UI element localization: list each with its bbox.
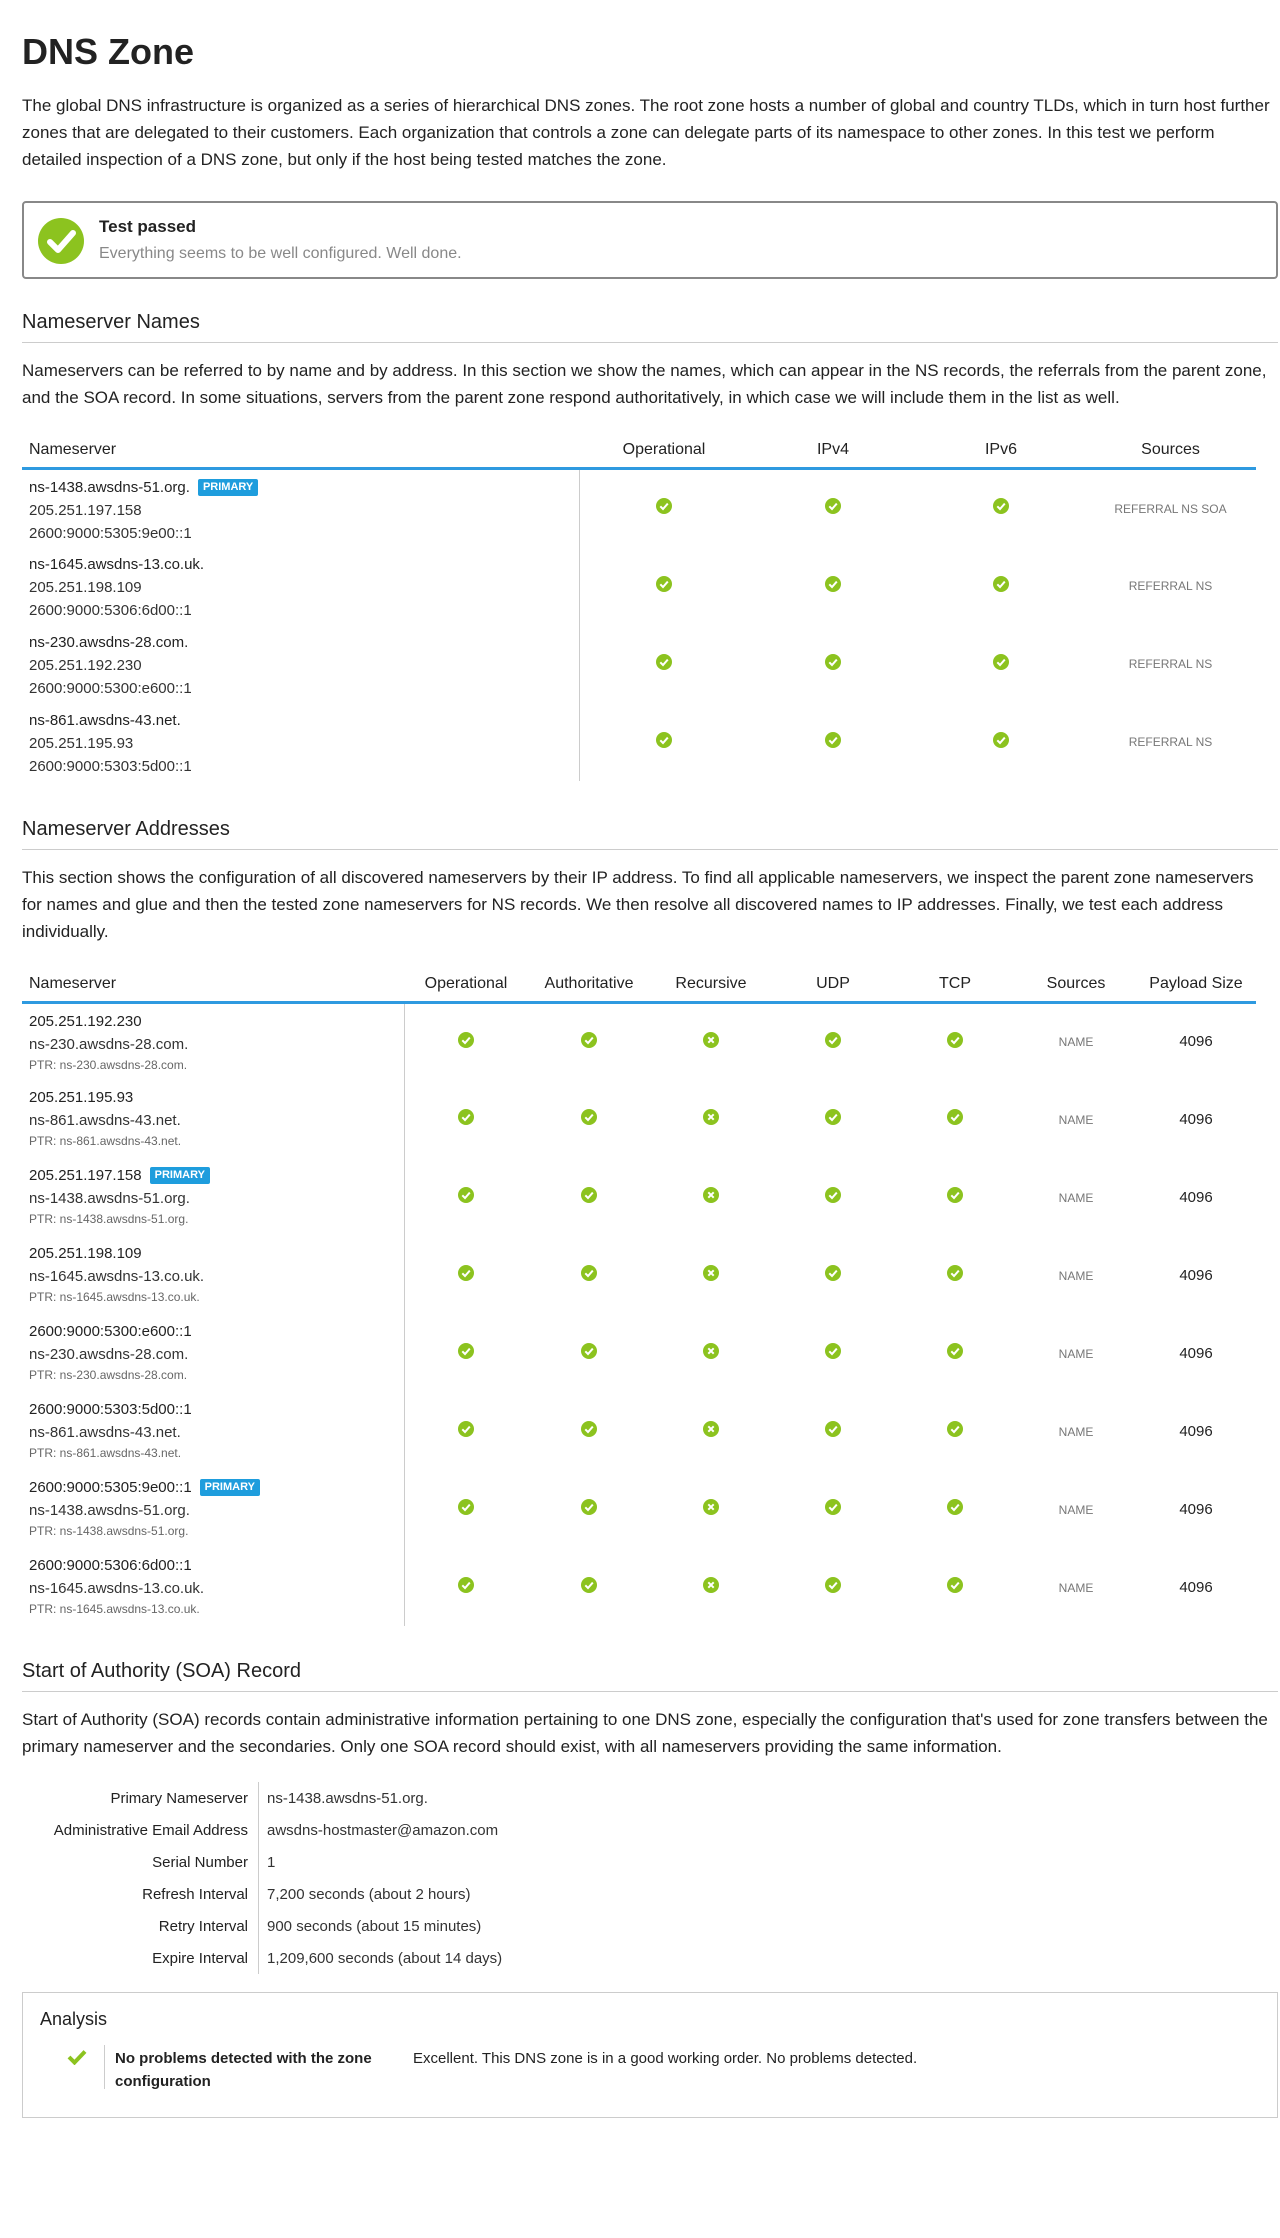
soa-section-title: Start of Authority (SOA) Record bbox=[22, 1660, 1278, 1692]
check-icon bbox=[825, 1032, 841, 1048]
udp-cell bbox=[772, 1470, 894, 1548]
recursive-cell bbox=[650, 1158, 772, 1236]
soa-label: Administrative Email Address bbox=[22, 1814, 259, 1846]
sources-cell bbox=[1016, 1470, 1136, 1548]
payload-cell bbox=[1136, 1314, 1256, 1392]
nameserver-address[interactable]: 2600:9000:5303:5d00::1 bbox=[29, 1401, 192, 1418]
soa-section-description: Start of Authority (SOA) records contain administrative information pertaining to one DNS zone, especially the configuration that's used for zone transfers between the primary nameserver and the secondaries. Only one SOA record should exist, with all nameservers providing the same information. bbox=[22, 1710, 1268, 1756]
sources-cell bbox=[1016, 1080, 1136, 1158]
nameserver-ipv4[interactable]: 205.251.192.230 bbox=[29, 656, 142, 674]
check-icon bbox=[947, 1343, 963, 1359]
nameserver-ipv4[interactable]: 205.251.197.158 bbox=[29, 502, 142, 519]
udp-cell bbox=[772, 1548, 894, 1626]
nameserver-cell bbox=[22, 1002, 404, 1080]
ipv4-cell bbox=[749, 547, 917, 625]
udp-cell bbox=[772, 1002, 894, 1080]
nameserver-cell bbox=[22, 1392, 404, 1470]
primary-badge: PRIMARY bbox=[198, 479, 258, 496]
soa-value: 7,200 seconds (about 2 hours) bbox=[267, 1885, 471, 1903]
ptr-record: PTR: ns-861.awsdns-43.net. bbox=[29, 1446, 182, 1460]
nameserver-name[interactable]: ns-1645.awsdns-13.co.uk. bbox=[29, 1580, 205, 1597]
check-icon bbox=[458, 1265, 474, 1281]
analysis-message: No problems detected with the zone configuration bbox=[115, 2050, 372, 2090]
analysis-detail: Excellent. This DNS zone is in a good working order. No problems detected. bbox=[413, 2050, 918, 2067]
check-icon bbox=[993, 654, 1009, 670]
nameserver-address[interactable]: 205.251.198.109 bbox=[29, 1245, 142, 1262]
check-icon bbox=[581, 1577, 597, 1593]
col-sources[interactable]: Sources bbox=[1085, 441, 1256, 469]
sources-text: REFERRAL NS SOA bbox=[1114, 501, 1227, 516]
nameserver-name[interactable]: ns-861.awsdns-43.net. bbox=[29, 1112, 181, 1129]
check-icon bbox=[458, 1187, 474, 1203]
table-row bbox=[22, 703, 1256, 781]
authoritative-cell bbox=[528, 1548, 650, 1626]
table-row bbox=[22, 625, 1256, 703]
table-row bbox=[22, 547, 1256, 625]
recursive-cell bbox=[650, 1392, 772, 1470]
soa-row bbox=[22, 1814, 502, 1846]
page-title: DNS Zone bbox=[22, 31, 195, 72]
payload-cell bbox=[1136, 1548, 1256, 1626]
nameserver-address[interactable]: 2600:9000:5306:6d00::1 bbox=[29, 1557, 192, 1574]
nameserver-ipv6[interactable]: 2600:9000:5305:9e00::1 bbox=[29, 525, 192, 542]
authoritative-cell bbox=[528, 1392, 650, 1470]
ipv6-cell bbox=[917, 469, 1085, 547]
soa-value: awsdns-hostmaster@amazon.com bbox=[267, 1821, 499, 1839]
ptr-record: PTR: ns-1645.awsdns-13.co.uk. bbox=[29, 1290, 200, 1304]
udp-cell bbox=[772, 1236, 894, 1314]
tcp-cell bbox=[894, 1548, 1016, 1626]
operational-cell bbox=[404, 1236, 528, 1314]
nameserver-address[interactable]: 2600:9000:5300:e600::1 bbox=[29, 1323, 192, 1340]
sources-text: NAME bbox=[1058, 1346, 1094, 1361]
check-icon bbox=[825, 576, 841, 592]
addresses-section-title: Nameserver Addresses bbox=[22, 818, 1278, 850]
operational-cell bbox=[579, 703, 749, 781]
addresses-section-description: This section shows the configuration of all discovered nameservers by their IP address. To find all applicable nameservers, we inspect the parent zone nameservers for names and glue and then the tested zone nameservers for NS records. We then resolve all discovered names to IP addresses. Finally, we test each address individually. bbox=[22, 867, 1254, 941]
authoritative-cell bbox=[528, 1236, 650, 1314]
sources-text: NAME bbox=[1058, 1424, 1094, 1439]
check-icon bbox=[458, 1343, 474, 1359]
payload-size: 4096 bbox=[1179, 1188, 1213, 1206]
tcp-cell bbox=[894, 1236, 1016, 1314]
recursive-cell bbox=[650, 1080, 772, 1158]
sources-text: NAME bbox=[1058, 1035, 1094, 1050]
payload-cell bbox=[1136, 1158, 1256, 1236]
nameserver-cell bbox=[22, 1314, 404, 1392]
nameserver-name[interactable]: ns-1438.awsdns-51.org. bbox=[29, 1190, 190, 1207]
check-icon bbox=[825, 732, 841, 748]
check-icon bbox=[581, 1499, 597, 1515]
authoritative-cell bbox=[528, 1158, 650, 1236]
payload-size: 4096 bbox=[1179, 1033, 1213, 1051]
page-description: The global DNS infrastructure is organized as a series of hierarchical DNS zones. The root zone hosts a number of global and country TLDs, which in turn host further zones that are delegated to their customers. Each organization that controls a zone can delegate parts of its namespace to other zones. In this test we perform detailed inspection of a DNS zone, but only if the host being tested matches the zone. bbox=[22, 96, 1270, 169]
nameserver-address[interactable]: 205.251.195.93 bbox=[29, 1089, 134, 1106]
check-icon bbox=[656, 654, 672, 670]
nameserver-address[interactable]: 205.251.192.230 bbox=[29, 1012, 142, 1030]
soa-row bbox=[22, 1878, 502, 1910]
cross-icon bbox=[703, 1032, 719, 1048]
cross-icon bbox=[703, 1187, 719, 1203]
payload-size: 4096 bbox=[1179, 1110, 1213, 1128]
sources-cell bbox=[1016, 1314, 1136, 1392]
sources-text: NAME bbox=[1058, 1268, 1094, 1283]
ptr-record: PTR: ns-230.awsdns-28.com. bbox=[29, 1057, 188, 1072]
check-icon bbox=[825, 1265, 841, 1281]
check-icon bbox=[656, 498, 672, 514]
col-nameserver[interactable]: Nameserver bbox=[22, 441, 579, 469]
tcp-cell bbox=[894, 1392, 1016, 1470]
sources-text: NAME bbox=[1058, 1190, 1094, 1205]
ptr-record: PTR: ns-1438.awsdns-51.org. bbox=[29, 1212, 189, 1226]
col-authoritative[interactable]: Authoritative bbox=[528, 975, 650, 1003]
check-icon bbox=[825, 654, 841, 670]
payload-size: 4096 bbox=[1179, 1578, 1213, 1596]
check-icon bbox=[993, 576, 1009, 592]
check-icon bbox=[581, 1109, 597, 1125]
soa-value: 1,209,600 seconds (about 14 days) bbox=[267, 1949, 503, 1967]
nameserver-cell bbox=[22, 547, 579, 625]
recursive-cell bbox=[650, 1470, 772, 1548]
check-icon bbox=[825, 1187, 841, 1203]
status-subtitle: Everything seems to be well configured. Well done. bbox=[99, 245, 462, 262]
check-icon bbox=[581, 1343, 597, 1359]
sources-text: NAME bbox=[1058, 1580, 1094, 1595]
tcp-cell bbox=[894, 1002, 1016, 1080]
udp-cell bbox=[772, 1392, 894, 1470]
operational-cell bbox=[404, 1470, 528, 1548]
status-box bbox=[22, 201, 1278, 279]
operational-cell bbox=[404, 1392, 528, 1470]
check-icon bbox=[947, 1265, 963, 1281]
col-ipv4[interactable]: IPv4 bbox=[749, 441, 917, 469]
primary-badge: PRIMARY bbox=[200, 1479, 260, 1496]
ptr-record: PTR: ns-1438.awsdns-51.org. bbox=[29, 1524, 189, 1538]
cross-icon bbox=[703, 1499, 719, 1515]
sources-cell bbox=[1016, 1158, 1136, 1236]
names-section bbox=[22, 311, 1278, 781]
col-tcp[interactable]: TCP bbox=[894, 975, 1016, 1003]
soa-label: Primary Nameserver bbox=[22, 1782, 259, 1814]
check-icon bbox=[825, 1499, 841, 1515]
nameserver-ipv4[interactable]: 205.251.195.93 bbox=[29, 734, 134, 752]
check-icon bbox=[581, 1187, 597, 1203]
sources-cell bbox=[1085, 547, 1256, 625]
tcp-cell bbox=[894, 1158, 1016, 1236]
udp-cell bbox=[772, 1158, 894, 1236]
soa-table bbox=[22, 1782, 502, 1974]
soa-row bbox=[22, 1782, 502, 1814]
nameserver-cell bbox=[22, 703, 579, 781]
recursive-cell bbox=[650, 1002, 772, 1080]
check-icon bbox=[993, 498, 1009, 514]
payload-size: 4096 bbox=[1179, 1500, 1213, 1518]
check-icon bbox=[825, 1577, 841, 1593]
table-row bbox=[22, 1080, 1256, 1158]
ptr-record: PTR: ns-861.awsdns-43.net. bbox=[29, 1134, 182, 1148]
table-row bbox=[22, 1548, 1256, 1626]
soa-value: ns-1438.awsdns-51.org. bbox=[267, 1789, 428, 1807]
cross-icon bbox=[703, 1109, 719, 1125]
check-icon bbox=[656, 576, 672, 592]
soa-label: Expire Interval bbox=[22, 1942, 259, 1974]
payload-cell bbox=[1136, 1236, 1256, 1314]
payload-size: 4096 bbox=[1179, 1422, 1213, 1440]
nameserver-name[interactable]: ns-1438.awsdns-51.org. bbox=[29, 479, 190, 496]
udp-cell bbox=[772, 1314, 894, 1392]
ipv4-cell bbox=[749, 703, 917, 781]
nameserver-name[interactable]: ns-1645.awsdns-13.co.uk. bbox=[29, 555, 205, 573]
soa-section bbox=[22, 1660, 1278, 1974]
nameserver-cell bbox=[22, 625, 579, 703]
sources-cell bbox=[1016, 1236, 1136, 1314]
check-circle-icon bbox=[38, 218, 84, 264]
payload-size: 4096 bbox=[1179, 1266, 1213, 1284]
col-nameserver[interactable]: Nameserver bbox=[22, 975, 404, 1003]
check-icon bbox=[458, 1109, 474, 1125]
soa-value: 900 seconds (about 15 minutes) bbox=[267, 1917, 482, 1935]
operational-cell bbox=[579, 547, 749, 625]
tcp-cell bbox=[894, 1314, 1016, 1392]
primary-badge: PRIMARY bbox=[150, 1167, 210, 1184]
payload-cell bbox=[1136, 1080, 1256, 1158]
sources-text: REFERRAL NS bbox=[1128, 657, 1213, 671]
sources-text: REFERRAL NS bbox=[1128, 579, 1213, 593]
authoritative-cell bbox=[528, 1080, 650, 1158]
nameserver-name[interactable]: ns-230.awsdns-28.com. bbox=[29, 1346, 189, 1363]
nameserver-name[interactable]: ns-230.awsdns-28.com. bbox=[29, 1035, 189, 1053]
nameserver-name[interactable]: ns-861.awsdns-43.net. bbox=[29, 711, 181, 729]
table-row bbox=[22, 1002, 1256, 1080]
nameserver-name[interactable]: ns-230.awsdns-28.com. bbox=[29, 633, 189, 651]
payload-size: 4096 bbox=[1179, 1344, 1213, 1362]
soa-row bbox=[22, 1942, 502, 1974]
col-operational[interactable]: Operational bbox=[579, 441, 749, 469]
table-row bbox=[22, 1392, 1256, 1470]
nameserver-cell bbox=[22, 1236, 404, 1314]
check-icon bbox=[947, 1109, 963, 1125]
ipv6-cell bbox=[917, 547, 1085, 625]
sources-cell bbox=[1085, 703, 1256, 781]
col-operational[interactable]: Operational bbox=[404, 975, 528, 1003]
soa-label: Refresh Interval bbox=[22, 1878, 259, 1910]
operational-cell bbox=[404, 1548, 528, 1626]
table-row bbox=[22, 1314, 1256, 1392]
operational-cell bbox=[404, 1158, 528, 1236]
nameserver-ipv6[interactable]: 2600:9000:5306:6d00::1 bbox=[29, 601, 192, 619]
check-icon bbox=[825, 1109, 841, 1125]
soa-value: 1 bbox=[267, 1853, 276, 1871]
payload-cell bbox=[1136, 1002, 1256, 1080]
table-row bbox=[22, 1470, 1256, 1548]
recursive-cell bbox=[650, 1236, 772, 1314]
table-row bbox=[22, 1236, 1256, 1314]
nameserver-address[interactable]: 205.251.197.158 bbox=[29, 1167, 142, 1184]
analysis-box bbox=[22, 1992, 1278, 2118]
ipv4-cell bbox=[749, 469, 917, 547]
nameserver-name[interactable]: ns-1645.awsdns-13.co.uk. bbox=[29, 1268, 205, 1285]
check-icon bbox=[947, 1421, 963, 1437]
names-section-description: Nameservers can be referred to by name and by address. In this section we show the names, which can appear in the NS records, the referrals from the parent zone, and the SOA record. In some situations, servers from the parent zone respond authoritatively, in which case we will include them in the list as well. bbox=[22, 361, 1267, 407]
status-title: Test passed bbox=[99, 217, 197, 236]
operational-cell bbox=[579, 625, 749, 703]
sources-cell bbox=[1085, 469, 1256, 547]
sources-cell bbox=[1016, 1392, 1136, 1470]
sources-text: NAME bbox=[1058, 1112, 1094, 1127]
operational-cell bbox=[404, 1080, 528, 1158]
udp-cell bbox=[772, 1080, 894, 1158]
check-icon bbox=[947, 1499, 963, 1515]
nameserver-address[interactable]: 2600:9000:5305:9e00::1 bbox=[29, 1479, 192, 1496]
recursive-cell bbox=[650, 1548, 772, 1626]
check-icon bbox=[947, 1032, 963, 1048]
col-recursive[interactable]: Recursive bbox=[650, 975, 772, 1003]
tcp-cell bbox=[894, 1080, 1016, 1158]
check-icon bbox=[947, 1187, 963, 1203]
cross-icon bbox=[703, 1421, 719, 1437]
analysis-title: Analysis bbox=[40, 2009, 108, 2029]
payload-cell bbox=[1136, 1392, 1256, 1470]
nameserver-cell bbox=[22, 1470, 404, 1548]
ipv6-cell bbox=[917, 625, 1085, 703]
authoritative-cell bbox=[528, 1002, 650, 1080]
tcp-cell bbox=[894, 1470, 1016, 1548]
addresses-section bbox=[22, 818, 1278, 1627]
soa-label: Serial Number bbox=[22, 1846, 259, 1878]
check-icon bbox=[993, 732, 1009, 748]
nameserver-cell bbox=[22, 469, 579, 547]
recursive-cell bbox=[650, 1314, 772, 1392]
check-icon bbox=[581, 1421, 597, 1437]
authoritative-cell bbox=[528, 1470, 650, 1548]
operational-cell bbox=[404, 1002, 528, 1080]
ipv4-cell bbox=[749, 625, 917, 703]
soa-label: Retry Interval bbox=[22, 1910, 259, 1942]
check-icon bbox=[825, 1421, 841, 1437]
check-icon bbox=[581, 1265, 597, 1281]
col-sources[interactable]: Sources bbox=[1016, 975, 1136, 1003]
table-row bbox=[22, 1158, 1256, 1236]
names-table bbox=[22, 441, 1256, 781]
check-icon bbox=[825, 1343, 841, 1359]
operational-cell bbox=[579, 469, 749, 547]
cross-icon bbox=[703, 1577, 719, 1593]
check-icon bbox=[656, 732, 672, 748]
check-icon bbox=[458, 1032, 474, 1048]
cross-icon bbox=[703, 1265, 719, 1281]
nameserver-ipv4[interactable]: 205.251.198.109 bbox=[29, 578, 142, 596]
check-icon bbox=[947, 1577, 963, 1593]
nameserver-name[interactable]: ns-861.awsdns-43.net. bbox=[29, 1424, 181, 1441]
payload-cell bbox=[1136, 1470, 1256, 1548]
sources-text: REFERRAL NS bbox=[1128, 735, 1213, 749]
soa-row bbox=[22, 1910, 502, 1942]
soa-row bbox=[22, 1846, 502, 1878]
ptr-record: PTR: ns-230.awsdns-28.com. bbox=[29, 1368, 188, 1382]
cross-icon bbox=[703, 1343, 719, 1359]
check-icon bbox=[458, 1577, 474, 1593]
authoritative-cell bbox=[528, 1314, 650, 1392]
ipv6-cell bbox=[917, 703, 1085, 781]
addresses-table bbox=[22, 975, 1256, 1627]
col-udp[interactable]: UDP bbox=[772, 975, 894, 1003]
operational-cell bbox=[404, 1314, 528, 1392]
nameserver-name[interactable]: ns-1438.awsdns-51.org. bbox=[29, 1502, 190, 1519]
nameserver-cell bbox=[22, 1158, 404, 1236]
nameserver-ipv6[interactable]: 2600:9000:5303:5d00::1 bbox=[29, 757, 192, 775]
check-icon bbox=[458, 1499, 474, 1515]
ptr-record: PTR: ns-1645.awsdns-13.co.uk. bbox=[29, 1602, 200, 1616]
nameserver-ipv6[interactable]: 2600:9000:5300:e600::1 bbox=[29, 679, 192, 697]
table-row bbox=[22, 469, 1256, 547]
checkmark-icon bbox=[67, 2049, 87, 2070]
col-payload-size[interactable]: Payload Size bbox=[1136, 975, 1256, 1003]
check-icon bbox=[581, 1032, 597, 1048]
col-ipv6[interactable]: IPv6 bbox=[917, 441, 1085, 469]
check-icon bbox=[458, 1421, 474, 1437]
names-section-title: Nameserver Names bbox=[22, 311, 1278, 343]
sources-cell bbox=[1016, 1548, 1136, 1626]
analysis-divider bbox=[104, 2045, 105, 2089]
sources-text: NAME bbox=[1058, 1502, 1094, 1517]
nameserver-cell bbox=[22, 1080, 404, 1158]
sources-cell bbox=[1085, 625, 1256, 703]
sources-cell bbox=[1016, 1002, 1136, 1080]
check-icon bbox=[825, 498, 841, 514]
nameserver-cell bbox=[22, 1548, 404, 1626]
